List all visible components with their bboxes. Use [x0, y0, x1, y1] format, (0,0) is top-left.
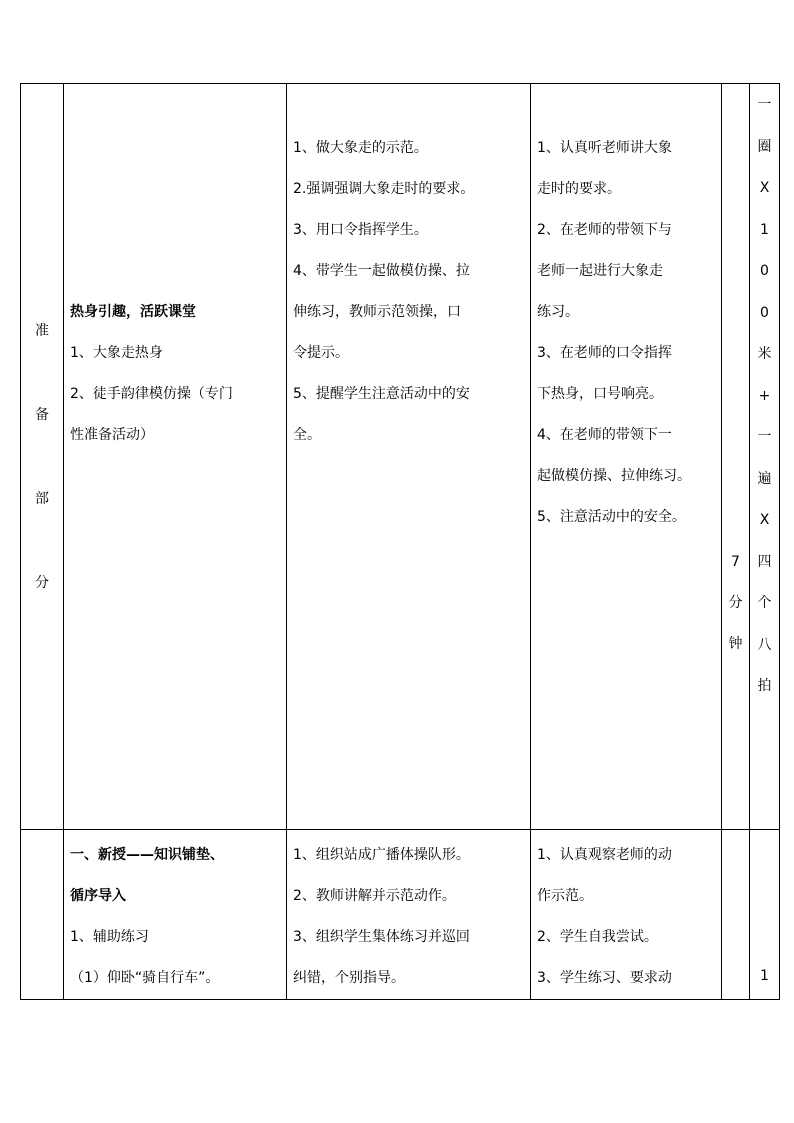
time-cell	[722, 84, 750, 830]
teacher-line: 2.强调强调大象走时的要求。	[293, 181, 475, 197]
content-line: 1、大象走热身	[70, 345, 163, 361]
time-char: 钟	[728, 636, 743, 652]
student-line: 作示范。	[537, 888, 593, 904]
teacher-activity-lines	[287, 830, 530, 999]
repetition-char: 1	[760, 221, 769, 238]
teacher-line: 3、组织学生集体练习并巡回	[293, 929, 470, 945]
time-char: 分	[728, 595, 743, 611]
student-line: 1、认真听老师讲大象	[537, 140, 672, 156]
student-line: 3、在老师的口令指挥	[537, 345, 672, 361]
content-title-line: 循序导入	[70, 888, 126, 904]
teacher-line: 5、提醒学生注意活动中的安	[293, 386, 470, 402]
time-cell	[722, 830, 750, 1000]
student-activity-cell	[531, 830, 722, 1000]
student-line: 老师一起进行大象走	[537, 263, 663, 279]
teacher-activity-lines	[287, 84, 530, 456]
table-row-preparation	[21, 84, 780, 830]
teacher-line: 1、做大象走的示范。	[293, 140, 428, 156]
section-label-cell	[21, 84, 64, 830]
content-cell	[64, 830, 287, 1000]
lesson-plan-table	[20, 83, 780, 1000]
time-value	[722, 542, 749, 665]
content-line: 性准备活动）	[70, 427, 154, 443]
student-activity-cell	[531, 84, 722, 830]
repetition-value: 1	[760, 968, 769, 984]
teacher-activity-cell	[287, 830, 531, 1000]
repetition-char: 米	[757, 346, 772, 362]
table-row-new-lesson	[21, 830, 780, 1000]
student-line: 练习。	[537, 304, 579, 320]
student-activity-lines	[531, 84, 721, 538]
teacher-line: 全。	[293, 427, 321, 443]
content-line: 1、辅助练习	[70, 929, 149, 945]
teacher-line: 1、组织站成广播体操队形。	[293, 847, 470, 863]
repetition-value	[750, 84, 779, 708]
section-label-char: 分	[35, 574, 49, 591]
repetition-char: 四	[757, 553, 772, 570]
content-cell	[64, 84, 287, 830]
repetition-cell	[750, 84, 780, 830]
student-line: 3、学生练习、要求动	[537, 970, 672, 986]
student-line: 2、学生自我尝试。	[537, 929, 658, 945]
repetition-char: 0	[760, 304, 769, 321]
student-line: 下热身，口号响亮。	[537, 386, 663, 402]
student-line: 走时的要求。	[537, 181, 621, 197]
repetition-char: 拍	[757, 678, 772, 694]
repetition-char: 一	[757, 429, 772, 445]
time-char: 7	[731, 554, 740, 570]
section-label	[21, 289, 63, 625]
repetition-char: X	[759, 512, 770, 528]
section-label-char: 准	[35, 322, 49, 339]
content-title-line: 一、新授——知识铺垫、	[70, 847, 224, 863]
content-lines	[70, 917, 280, 999]
repetition-char: 一	[757, 97, 772, 113]
content-title: 热身引趣，活跃课堂	[70, 304, 196, 320]
section-label-char: 部	[35, 490, 49, 507]
repetition-char: 个	[757, 595, 772, 611]
repetition-char: X	[759, 180, 770, 196]
section-label-cell	[21, 830, 64, 1000]
content-lines	[70, 333, 280, 456]
content-title	[70, 835, 280, 917]
student-line: 起做模仿操、拉伸练习。	[537, 468, 691, 484]
repetition-char: 遍	[757, 470, 772, 487]
content-line: 2、徒手韵律模仿操（专门	[70, 386, 233, 402]
teacher-line: 2、教师讲解并示范动作。	[293, 888, 456, 904]
teacher-line: 令提示。	[293, 345, 349, 361]
student-line: 5、注意活动中的安全。	[537, 509, 686, 525]
repetition-char: +	[758, 387, 771, 404]
repetition-char: 圈	[757, 138, 772, 155]
student-line: 4、在老师的带领下一	[537, 427, 672, 443]
teacher-line: 纠错，个别指导。	[293, 970, 405, 986]
repetition-char: 八	[757, 636, 772, 653]
student-line: 1、认真观察老师的动	[537, 847, 672, 863]
content-line: （1）仰卧“骑自行车”。	[70, 970, 220, 986]
section-label-char: 备	[35, 406, 49, 423]
teacher-activity-cell	[287, 84, 531, 830]
student-activity-lines	[531, 830, 721, 999]
teacher-line: 伸练习，教师示范领操，口	[293, 304, 461, 320]
teacher-line: 3、用口令指挥学生。	[293, 222, 428, 238]
repetition-cell	[750, 830, 780, 1000]
teacher-line: 4、带学生一起做模仿操、拉	[293, 263, 470, 279]
student-line: 2、在老师的带领下与	[537, 222, 672, 238]
repetition-char: 0	[760, 263, 769, 279]
